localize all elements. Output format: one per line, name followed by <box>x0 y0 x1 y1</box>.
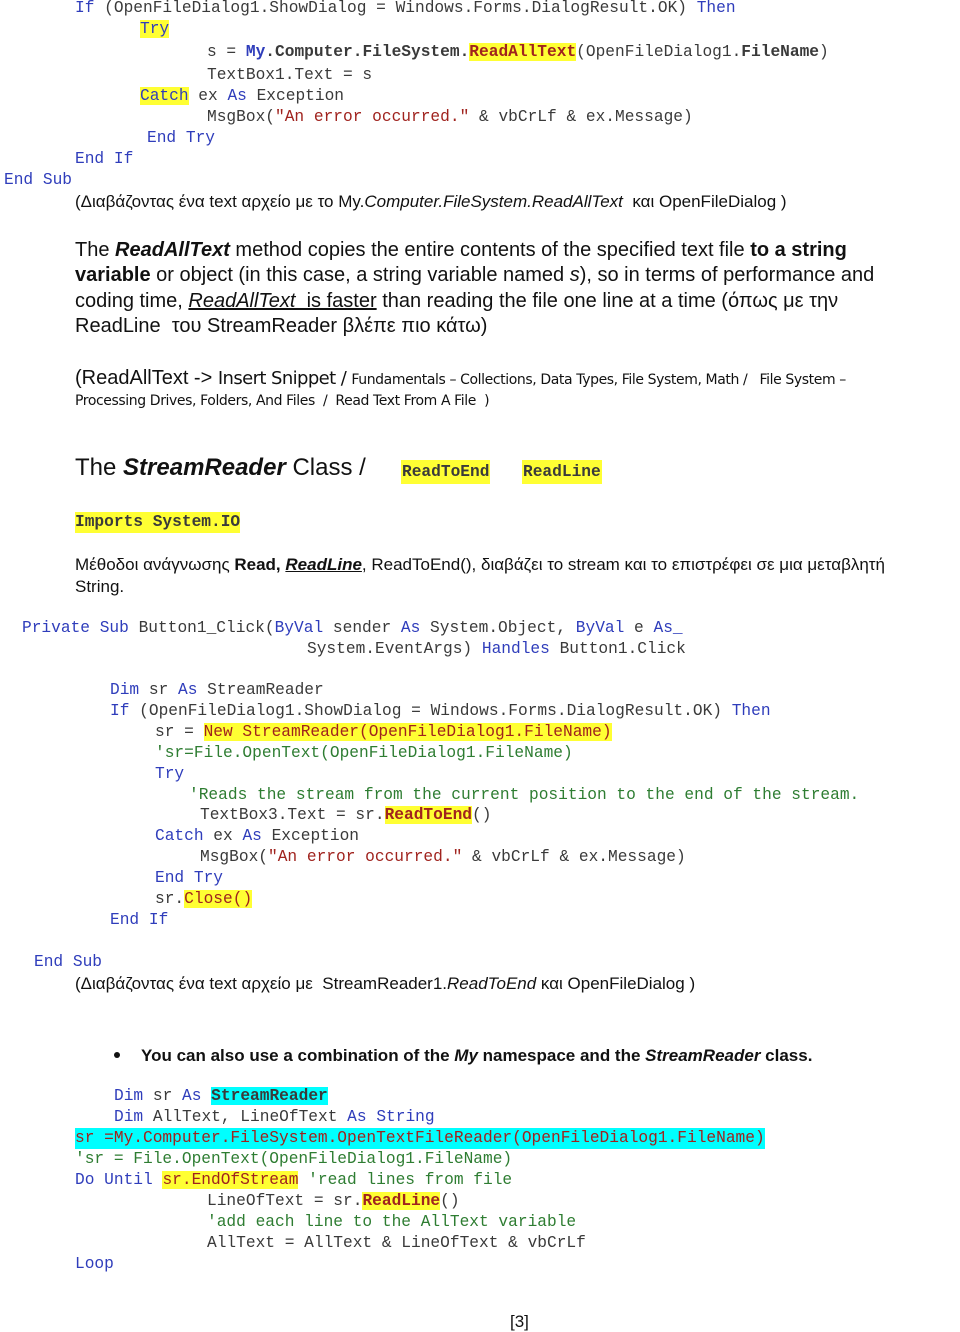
code-text: ex <box>188 87 228 105</box>
para-text: method copies the entire contents of the specified text file <box>229 239 751 261</box>
bullet-part: namespace and the <box>477 1046 646 1065</box>
keyword-highlighted: Catch <box>140 87 189 105</box>
snippet-text: (ReadAllText -> <box>75 367 218 389</box>
keyword-highlighted: Try <box>140 20 170 38</box>
readtoend-highlight: ReadToEnd <box>384 806 473 824</box>
keyword: Do Until <box>75 1171 153 1189</box>
code-line-msgbox <box>207 107 693 128</box>
code-line-alltext: AllText = AllText & LineOfText & vbCrLf <box>207 1234 586 1252</box>
readline-link: ReadLine <box>285 555 362 574</box>
code-line-try <box>140 19 169 40</box>
para-text: ), so in terms of performance and <box>579 264 875 286</box>
snippet-line1 <box>75 366 846 393</box>
code-line-readalltext <box>207 42 829 63</box>
keyword: Handles <box>481 640 550 658</box>
code-line-end-try: End Try <box>147 129 215 147</box>
code-text: ) <box>819 43 829 61</box>
keyword: Dim <box>114 1087 144 1105</box>
code-line-dim-sr <box>110 680 324 701</box>
para-italic: s <box>569 264 580 286</box>
caption-italic: Computer.FileSystem.ReadAllText <box>364 192 623 211</box>
readalltext-term: ReadAllText <box>115 239 230 261</box>
code-line-end-sub2: End Sub <box>34 953 102 971</box>
code-comment: 'sr=File.OpenText(OpenFileDialog1.FileName) <box>155 744 573 762</box>
code-line-readline <box>207 1191 460 1212</box>
code-text: AllText, LineOfText <box>143 1108 348 1126</box>
para-text: The <box>75 239 116 261</box>
keyword: If <box>110 702 130 720</box>
para1-line3 <box>75 289 838 314</box>
code-text: System.Object, <box>420 619 576 637</box>
bullet-part: class. <box>760 1046 813 1065</box>
code-line-catch <box>140 86 344 107</box>
close-highlight: Close() <box>184 890 253 908</box>
caption-text: και OpenFileDialog ) <box>536 974 696 993</box>
code-line-end-if2: End If <box>110 911 169 929</box>
code-text: MsgBox( <box>200 848 268 866</box>
para1-line1 <box>75 238 847 263</box>
sub-header-line2 <box>307 639 686 660</box>
keyword: Sub <box>99 619 129 637</box>
code-line-end-try2: End Try <box>155 869 223 887</box>
code-text: Exception <box>246 87 345 105</box>
keyword: Then <box>731 702 771 720</box>
code-text: Button1.Click <box>549 640 686 658</box>
para-bold: variable <box>75 264 151 286</box>
code-text: .Computer.FileSystem. <box>265 43 470 61</box>
code-text: () <box>472 806 492 824</box>
code-text: StreamReader <box>197 681 324 699</box>
imports-line: Imports System.IO <box>75 513 241 531</box>
code-comment: 'Reads the stream from the current position to the end of the stream. <box>189 786 860 804</box>
keyword: My <box>245 43 266 61</box>
keyword: As <box>178 681 198 699</box>
string-literal: "An error occurred." <box>275 108 470 126</box>
code-line-opentextfilereader: sr =My.Computer.FileSystem.OpenTextFileReader(OpenFileDialog1.FileName) <box>75 1129 765 1147</box>
para2-line2: String. <box>75 577 125 596</box>
code-text: sr <box>139 681 179 699</box>
caption-text: (Διαβάζοντας ένα text αρχείο με StreamReader1. <box>75 974 448 993</box>
code-line-textbox <box>207 65 372 86</box>
bullet-part: You can also use a combination of the <box>141 1046 455 1065</box>
readtoend-badge: ReadToEnd <box>401 460 490 484</box>
keyword: Dim <box>110 681 140 699</box>
faster-underlined: is faster <box>295 290 377 312</box>
para-bold: to a string <box>750 239 847 261</box>
para-text: , ReadToEnd(), διαβάζει το stream και το επιστρέφει σε μια μεταβλητή <box>361 555 885 574</box>
code-text: & vbCrLf & ex.Message) <box>469 108 693 126</box>
bullet-my: My <box>454 1046 478 1065</box>
code-text: e <box>624 619 654 637</box>
code-text: TextBox1.Text = s <box>207 66 373 84</box>
keyword: Private <box>22 619 90 637</box>
code-line-end-sub: End Sub <box>4 171 72 189</box>
para1-line2 <box>75 263 874 288</box>
readline-highlight: ReadLine <box>362 1192 441 1210</box>
code-text: sr <box>143 1087 183 1105</box>
caption-streamreader <box>75 973 695 994</box>
keyword: ByVal <box>575 619 625 637</box>
code-text: sr. <box>155 890 185 908</box>
code-line-if <box>75 0 736 19</box>
keyword: Dim <box>114 1108 144 1126</box>
keyword: Then <box>696 0 736 17</box>
code-comment: 'read lines from file <box>298 1171 513 1189</box>
keyword: As <box>347 1108 367 1126</box>
keyword: If <box>75 0 95 17</box>
code-text: Exception <box>261 827 360 845</box>
code-comment: 'add each line to the AllText variable <box>207 1213 577 1231</box>
snippet-path: Fundamentals – Collections, Data Types, File System, Math / File System – <box>351 372 846 388</box>
code-line-if2 <box>110 701 771 722</box>
para-text: or object (in this case, a string variable named <box>150 264 570 286</box>
streamreader-heading <box>75 455 372 486</box>
keyword: ByVal <box>274 619 324 637</box>
code-line-loop: Loop <box>75 1255 114 1273</box>
para-text: coding time, <box>75 290 189 312</box>
para-bold: Read, <box>234 555 286 574</box>
code-comment: 'sr = File.OpenText(OpenFileDialog1.FileName) <box>75 1150 513 1168</box>
code-line-dim-alltext <box>114 1107 435 1128</box>
code-text: (OpenFileDialog1.ShowDialog = Windows.Forms.DialogResult.OK) <box>94 0 697 17</box>
code-text: & vbCrLf & ex.Message) <box>462 848 686 866</box>
code-text: sr = <box>155 723 204 741</box>
para-text: than reading the file one line at a time (όπως με την <box>376 290 839 312</box>
code-text: ex <box>203 827 243 845</box>
caption-readalltext <box>75 191 787 212</box>
caption-italic: ReadToEnd <box>447 974 537 993</box>
code-line-end-if: End If <box>75 150 134 168</box>
keyword: String <box>376 1108 435 1126</box>
snippet-insert: Insert Snippet / <box>217 368 352 389</box>
para-text: Μέθοδοι ανάγνωσης <box>75 555 235 574</box>
streamreader-highlight: StreamReader <box>211 1087 328 1105</box>
code-line-do-until <box>75 1170 512 1191</box>
code-text: s = <box>207 43 246 61</box>
sub-header-line1 <box>22 618 683 639</box>
code-text: (OpenFileDialog1. <box>576 43 742 61</box>
code-line-textbox3 <box>200 805 491 826</box>
heading-text: The <box>75 454 124 481</box>
endofstream-highlight: sr.EndOfStream <box>162 1171 299 1189</box>
keyword: As <box>242 827 262 845</box>
code-line-catch2 <box>155 826 359 847</box>
code-text: sender <box>323 619 401 637</box>
code-line-close <box>155 889 252 910</box>
code-text: TextBox3.Text = sr. <box>200 806 385 824</box>
readline-badge: ReadLine <box>522 460 602 484</box>
code-line-try2: Try <box>155 765 185 783</box>
code-text: (OpenFileDialog1.ShowDialog = Windows.Forms.DialogResult.OK) <box>129 702 732 720</box>
readalltext-highlight: ReadAllText <box>469 43 577 61</box>
code-line-new-sr <box>155 722 612 743</box>
para2-line1 <box>75 554 885 575</box>
caption-text: και OpenFileDialog ) <box>622 192 787 211</box>
code-text: LineOfText = sr. <box>207 1192 363 1210</box>
page-number: [3] <box>510 1312 529 1331</box>
readalltext-link: ReadAllText <box>188 290 296 312</box>
code-text: Button1_Click( <box>128 619 275 637</box>
keyword: As <box>400 619 421 637</box>
bullet-dot <box>114 1052 120 1058</box>
heading-streamreader: StreamReader <box>123 454 286 481</box>
keyword: As <box>227 87 247 105</box>
keyword: As <box>182 1087 202 1105</box>
bullet-text <box>141 1045 812 1066</box>
caption-text: (Διαβάζοντας ένα text αρχείο με το My. <box>75 192 365 211</box>
new-streamreader-highlight: New StreamReader(OpenFileDialog1.FileName) <box>203 723 612 741</box>
keyword: Catch <box>155 827 204 845</box>
bullet-streamreader: StreamReader <box>645 1046 761 1065</box>
code-text: FileName <box>741 43 820 61</box>
code-line-msgbox2 <box>200 847 686 868</box>
code-line-dim-sr3 <box>114 1086 328 1107</box>
para1-line4: ReadLine του StreamReader βλέπε πιο κάτω) <box>75 315 488 337</box>
code-text: MsgBox( <box>207 108 275 126</box>
string-literal: "An error occurred." <box>268 848 463 866</box>
code-text: () <box>440 1192 460 1210</box>
snippet-line2: Processing Drives, Folders, And Files / Read Text From A File ) <box>75 393 490 409</box>
heading-text: Class / <box>285 454 373 481</box>
code-text: System.EventArgs) <box>307 640 482 658</box>
keyword: As_ <box>653 619 683 637</box>
